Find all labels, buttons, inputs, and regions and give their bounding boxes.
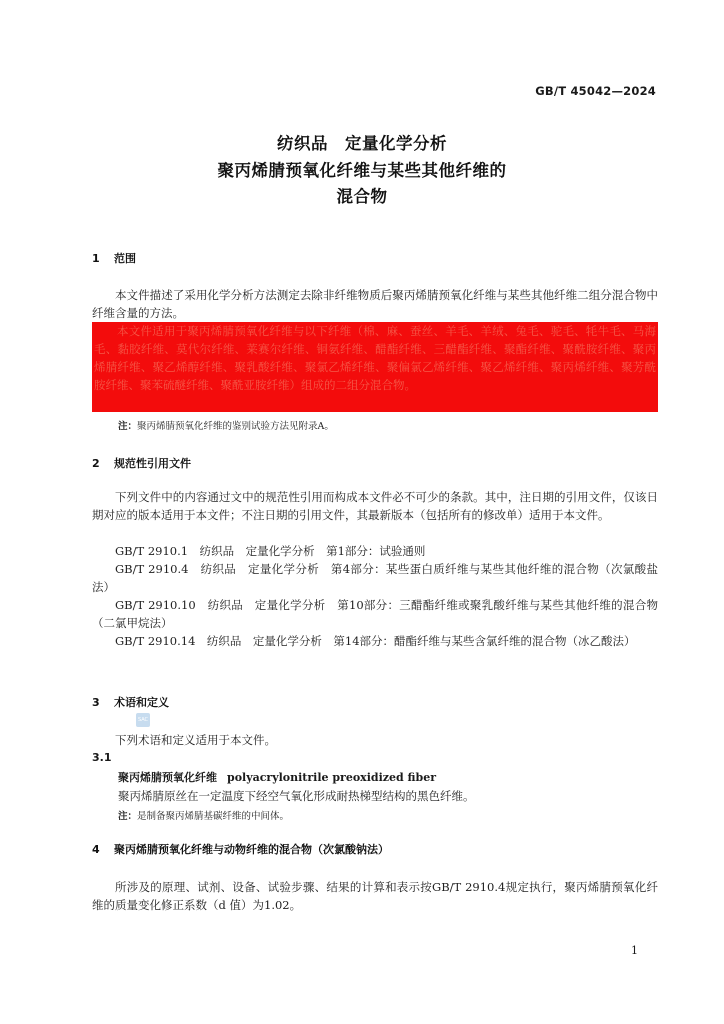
section-number: 2 [92, 457, 100, 470]
section-2-heading [92, 455, 191, 471]
document-title-line-3: 混合物 [336, 187, 388, 206]
page-number: 1 [631, 944, 638, 957]
section-number: 3 [92, 696, 100, 709]
term-number: 3.1 [92, 751, 112, 764]
term-chinese: 聚丙烯腈预氧化纤维 [118, 771, 217, 784]
reference-item: GB/T 2910.10 纺织品 定量化学分析 第10部分：三醋酯纤维或聚乳酸纤维与某些其他纤维的混合物（二氯甲烷法） [92, 598, 658, 630]
section-title: 术语和定义 [114, 696, 169, 709]
section-title: 范围 [114, 252, 136, 265]
reference-item: GB/T 2910.14 纺织品 定量化学分析 第14部分：醋酯纤维与某些含氯纤维的混合物（冰乙酸法） [115, 634, 636, 648]
section-1-heading [92, 250, 136, 266]
note-label: 注： [118, 811, 138, 822]
standard-number: GB/T 45042—2024 [535, 84, 656, 98]
section-number: 1 [92, 252, 100, 265]
redacted-text: 本文件适用于聚丙烯腈预氧化纤维与以下纤维（棉、麻、蚕丝、羊毛、羊绒、兔毛、驼毛、牦牛毛、马海毛、黏胶纤维、莫代尔纤维、莱赛尔纤维、铜氨纤维、醋酯纤维、三醋酯纤维、聚酯纤维、聚酰胺纤维、聚丙烯腈纤维、聚乙烯醇纤维、聚乳酸纤维、聚氯乙烯纤维、聚偏氯乙烯纤维、聚乙烯纤维、聚丙烯纤维、聚芳酰胺纤维、聚苯硫醚纤维、聚酰亚胺纤维）组成的二组分混合物。 [94, 324, 656, 392]
document-title-line-2: 聚丙烯腈预氧化纤维与某些其他纤维的 [217, 161, 507, 180]
normative-refs-intro: 下列文件中的内容通过文中的规范性引用而构成本文件必不可少的条款。其中，注日期的引用文件，仅该日期对应的版本适用于本文件；不注日期的引用文件，其最新版本（包括所有的修改单）适用于本文件。 [92, 490, 658, 522]
reference-item: GB/T 2910.1 纺织品 定量化学分析 第1部分：试验通则 [115, 544, 426, 558]
note-label: 注： [118, 421, 138, 432]
section-4-paragraph: 所涉及的原理、试剂、设备、试验步骤、结果的计算和表示按GB/T 2910.4规定执行，聚丙烯腈预氧化纤维的质量变化修正系数（d 值）为1.02。 [92, 880, 658, 912]
redacted-block [92, 322, 658, 412]
terms-intro: 下列术语和定义适用于本文件。 [115, 733, 276, 747]
term-english: polyacrylonitrile preoxidized fiber [227, 771, 437, 784]
section-title: 聚丙烯腈预氧化纤维与动物纤维的混合物（次氯酸钠法） [114, 843, 389, 856]
term-definition: 聚丙烯腈原丝在一定温度下经空气氧化形成耐热梯型结构的黑色纤维。 [118, 789, 475, 803]
note-text: 是制备聚丙烯腈基碳纤维的中间体。 [137, 811, 290, 822]
reference-item: GB/T 2910.4 纺织品 定量化学分析 第4部分：某些蛋白质纤维与某些其他纤维的混合物（次氯酸盐法） [92, 562, 658, 594]
scope-note [118, 418, 334, 432]
term-entry [118, 769, 436, 785]
sac-watermark-stamp: SAC [136, 713, 150, 727]
note-text: 聚丙烯腈预氧化纤维的鉴别试验方法见附录A。 [137, 421, 334, 432]
section-3-heading [92, 694, 169, 710]
scope-paragraph: 本文件描述了采用化学分析方法测定去除非纤维物质后聚丙烯腈预氧化纤维与某些其他纤维二组分混合物中纤维含量的方法。 [92, 288, 658, 320]
section-number: 4 [92, 843, 100, 856]
document-title-line-1: 纺织品 定量化学分析 [277, 134, 447, 153]
section-4-heading [92, 841, 389, 857]
section-title: 规范性引用文件 [114, 457, 191, 470]
term-note [118, 808, 289, 822]
